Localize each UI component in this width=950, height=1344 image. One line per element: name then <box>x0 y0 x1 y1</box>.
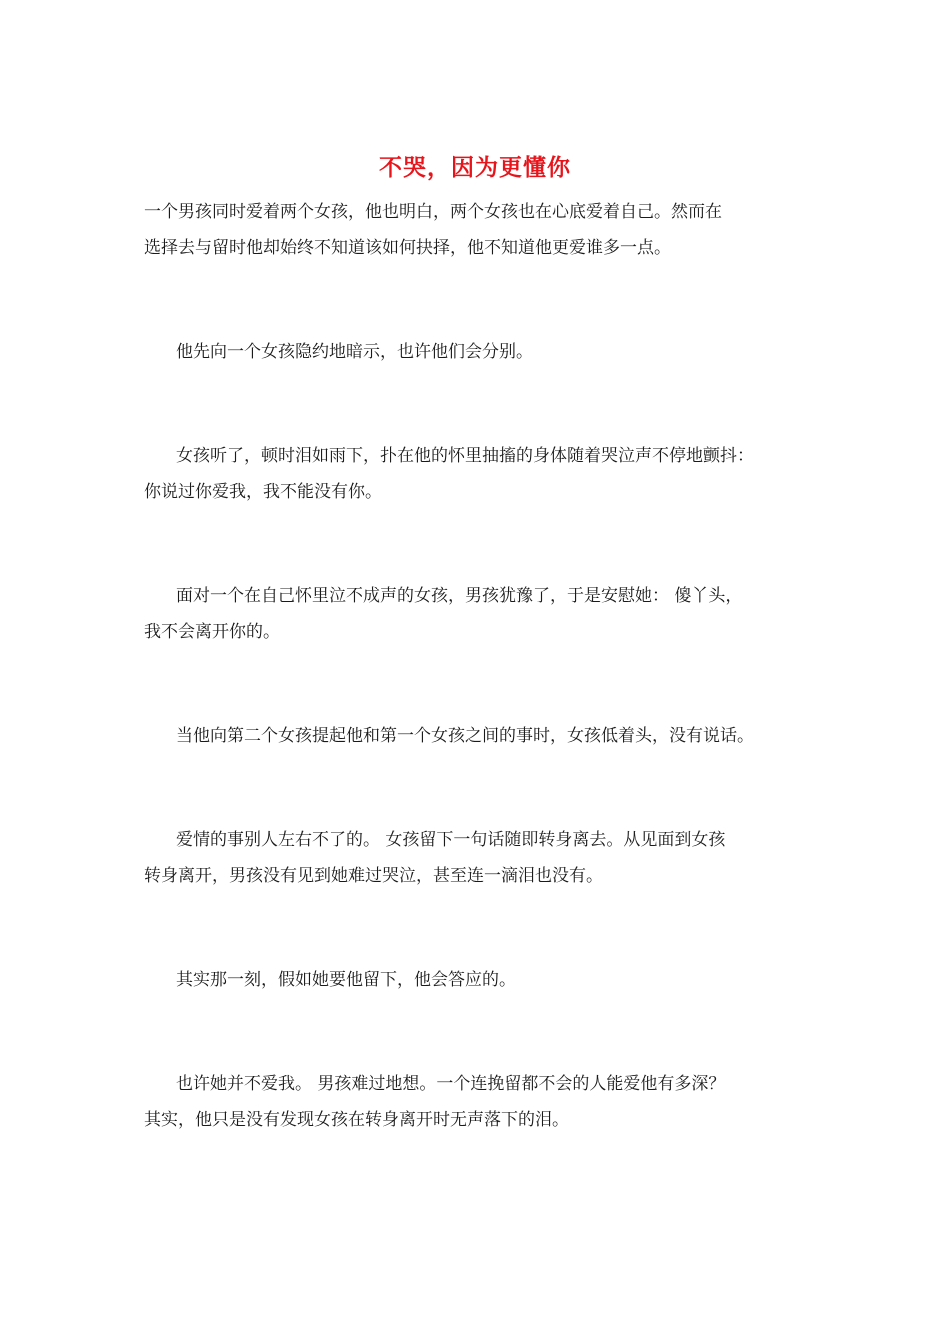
paragraph-line: 他先向一个女孩隐约地暗示，也许他们会分别。 <box>176 342 533 362</box>
paragraph-line: 也许她并不爱我。 男孩难过地想。一个连挽留都不会的人能爱他有多深？ <box>176 1074 726 1094</box>
paragraph-line: 其实那一刻，假如她要他留下，他会答应的。 <box>176 970 516 990</box>
paragraph-1 <box>144 194 814 266</box>
paragraph-5 <box>144 718 814 754</box>
paragraph-line: 选择去与留时他却始终不知道该如何抉择，他不知道他更爱谁多一点。 <box>144 238 671 258</box>
paragraph-line: 我不会离开你的。 <box>144 622 280 642</box>
paragraph-line: 面对一个在自己怀里泣不成声的女孩，男孩犹豫了，于是安慰她： 傻丫头， <box>176 586 743 606</box>
paragraph-line: 转身离开，男孩没有见到她难过哭泣，甚至连一滴泪也没有。 <box>144 866 603 886</box>
paragraph-line: 其实，他只是没有发现女孩在转身离开时无声落下的泪。 <box>144 1110 569 1130</box>
paragraph-line: 你说过你爱我，我不能没有你。 <box>144 482 382 502</box>
paragraph-7 <box>144 962 814 998</box>
paragraph-4 <box>144 578 814 650</box>
paragraph-line: 爱情的事别人左右不了的。 女孩留下一句话随即转身离去。从见面到女孩 <box>176 830 726 850</box>
paragraph-line: 当他向第二个女孩提起他和第一个女孩之间的事时，女孩低着头，没有说话。 <box>176 726 754 746</box>
document-title: 不哭，因为更懂你 <box>379 155 571 181</box>
paragraph-8 <box>144 1066 814 1138</box>
paragraph-3 <box>144 438 814 510</box>
paragraph-line: 女孩听了，顿时泪如雨下，扑在他的怀里抽搐的身体随着哭泣声不停地颤抖： <box>176 446 754 466</box>
paragraph-line: 一个男孩同时爱着两个女孩，他也明白，两个女孩也在心底爱着自己。然而在 <box>144 202 722 222</box>
paragraph-2 <box>144 334 814 370</box>
paragraph-6 <box>144 822 814 894</box>
